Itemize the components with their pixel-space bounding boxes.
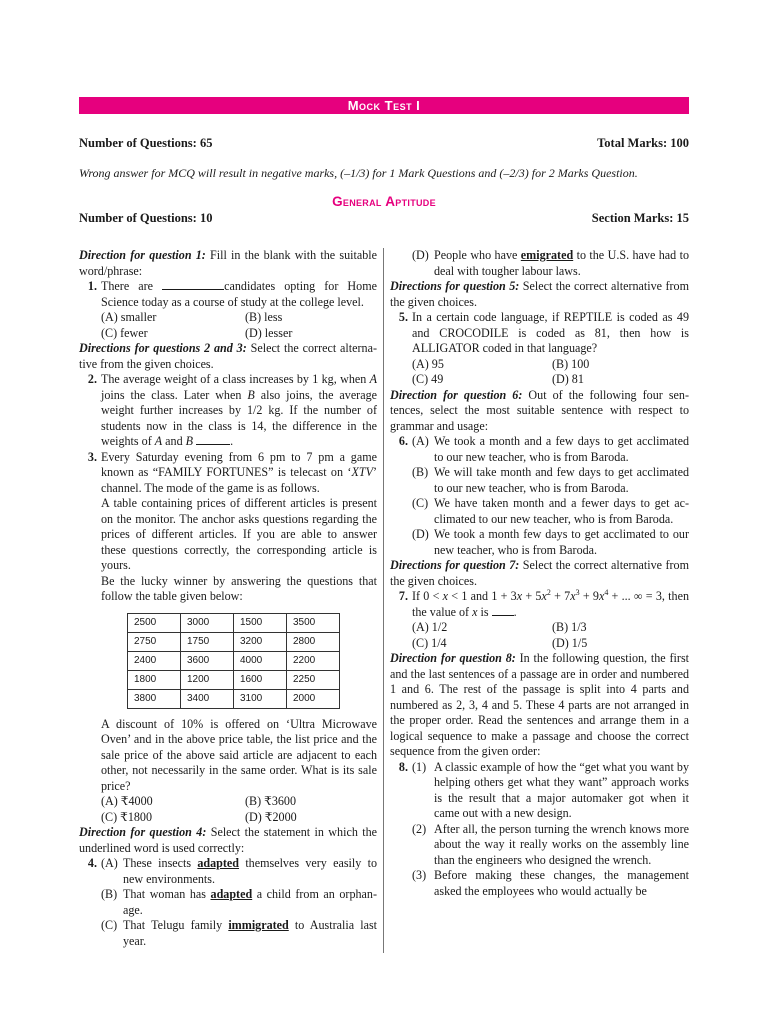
question-4-option-d [390,248,689,279]
left-column [79,248,377,949]
option-b [101,887,377,918]
option-text: That woman has [123,887,211,901]
variable-x: x [570,589,576,603]
price-table-row [128,613,340,632]
total-marks: Total Marks: 100 [597,136,689,150]
price-table-row [128,689,340,708]
option-text: We took a month few days to get acclimated to our new teacher, who is from Baroda. [434,527,689,557]
question-text: If 0 < [412,589,443,603]
option-text: People who have [434,248,521,262]
option-text: We took a month and a few days to get acclimated to our new teacher, who is from Baroda. [434,434,689,464]
part-label: (2) [412,821,427,836]
option-label: (C) [101,918,118,932]
question-text: + 5 [522,589,542,603]
direction-label: Direction for question 4: [79,825,207,839]
column-divider [383,248,384,953]
question-number: 6. [398,434,408,448]
question-text: < 1 and 1 + 3 [448,589,517,603]
question-4-options [79,887,377,949]
passage-part-2 [412,822,689,869]
question-8 [390,760,689,900]
question-text: ’ channel. The mode of the game is as follows. [101,465,377,495]
negative-marking-instruction: Wrong answer for MCQ will result in negative marks, (–1/3) for 1 Mark Questions and (–2/3) for 2 Marks Question. [79,166,638,180]
price-cell: 3000 [181,613,234,632]
direction-label: Direction for question 6: [390,387,523,402]
part-text: A classic example of how the “get what you want by helping others get what they want” approach works is the result that a major automaker got when it came out with a new design. [434,759,689,820]
exponent: 2 [546,587,551,597]
part-label: (1) [412,759,427,774]
question-number: 8. [398,759,408,774]
price-cell: 2750 [128,632,181,651]
direction-q6 [390,388,689,435]
question-text: There are [101,279,163,293]
price-table-row [128,632,340,651]
option-a: (A) 1/2 [412,620,448,634]
question-text: also joins, the average weight further increases by 1/2 kg. If the number of students now in the class is 14, the difference in the weights of [101,387,377,448]
option-d [412,527,689,558]
direction-q4 [79,825,377,856]
option-text: We have taken month and a fewer days to get acclimated to our new teacher, who is from Baroda. [434,496,689,526]
price-cell: 2500 [128,613,181,632]
price-cell: 1500 [234,613,287,632]
option-b: (B) 100 [552,356,590,371]
total-questions: Number of Questions: 65 [79,136,213,150]
direction-label: Direction for question 1: [79,248,206,262]
direction-label: Directions for question 5: [390,279,520,293]
option-d: (D) 1/5 [552,635,588,650]
fill-blank [162,279,224,290]
options-q7 [390,620,689,651]
option-b: (B) 1/3 [552,620,587,634]
price-cell: 4000 [234,651,287,670]
variable-x: x [442,589,449,603]
section-title: General Aptitude [332,194,436,209]
passage-part-3 [412,868,689,899]
right-column [390,248,689,899]
underlined-word: immigrated [228,918,289,932]
question-number: 1. [87,279,97,293]
question-3-continued [79,717,377,795]
paragraph: A discount of 10% is offered on ‘Ultra Microwave Oven’ and in the above price table, the list price and the sale price of the above said article are adjacent to each other, not necessarily in the same order. What is its sale price? [101,716,377,793]
variable-x: x [541,589,547,603]
price-cell: 3800 [128,689,181,708]
option-a: (A) 95 [412,356,444,371]
option-d: (D) ₹2000 [245,809,297,824]
question-6 [390,434,689,558]
question-text: + 9 [579,589,599,603]
underlined-word: adapted [197,856,240,870]
variable-a: A [369,372,377,386]
part-label: (3) [412,868,427,882]
channel-name: XTV [351,465,373,479]
variable-x: x [516,589,523,603]
option-b [412,465,689,496]
question-text: . [230,434,234,448]
price-cell: 3200 [234,632,287,651]
option-text: to the U.S. have had to deal with tougher labour laws. [434,248,689,278]
option-d: (D) lesser [245,325,293,340]
section-questions: Number of Questions: 10 [79,211,213,225]
direction-text: Fill in the blank with the suitable word/phrase: [79,248,377,278]
variable-b: B [247,387,255,402]
options-q1 [79,310,377,341]
direction-label: Directions for questions 2 and 3: [79,341,247,355]
option-b: (B) ₹3600 [245,794,297,808]
option-text: themselves very easily to new environments. [123,856,377,886]
option-d: (D) 81 [552,372,584,386]
option-c: (C) fewer [101,325,148,340]
option-label: (D) [412,527,429,541]
price-cell: 3600 [181,651,234,670]
direction-q2-3 [79,341,377,372]
question-text: joins the class. Later when [101,387,248,402]
option-label: (A) [412,434,429,448]
option-c [412,496,689,527]
question-5 [390,310,689,357]
option-text: to Australia last year. [123,918,378,948]
option-label: (A) [101,856,118,870]
price-cell: 1200 [181,670,234,689]
question-1 [79,279,377,310]
price-cell: 2200 [287,651,340,670]
paragraph: Be the lucky winner by answering the questions that follow the table given below: [101,573,377,603]
option-label: (C) [412,496,429,510]
question-text: is [477,604,492,619]
option-c [101,918,377,949]
question-number: 2. [87,372,97,386]
exponent: 4 [604,587,609,597]
direction-text: Select the correct alternative from the given choices. [390,279,689,309]
variable-a: A [154,434,163,448]
price-cell: 3100 [234,689,287,708]
option-c: (C) 1/4 [412,635,447,650]
question-number: 4. [87,856,97,870]
price-cell: 2250 [287,670,340,689]
option-text: We will take month and few days to get acclimated to our new teacher, who is from Baroda. [434,465,689,495]
section-marks: Section Marks: 15 [591,211,689,225]
test-title-banner: Mock Test I [79,97,689,114]
question-3 [79,450,377,605]
fill-blank [196,434,230,445]
price-table-row [128,670,340,689]
question-2 [79,372,377,450]
question-text: + 7 [550,589,571,603]
option-a: (A) smaller [101,310,157,324]
underlined-word: emigrated [520,248,574,262]
paragraph: A table containing prices of different articles is present on the monitor. The anchor asks questions regarding the prices of different articles. If you are able to answer these questions correctly, the corresponding article is yours. [101,496,377,572]
price-cell: 1750 [181,632,234,651]
underlined-word: adapted [210,887,253,901]
option-text: These insects [123,856,198,870]
direction-label: Direction for question 8: [390,651,516,665]
direction-q1 [79,248,377,279]
direction-text: Select the correct alternative from the given choices. [390,558,689,588]
options-q5 [390,357,689,388]
option-a [412,434,689,465]
question-text: The average weight of a class increases by 1 kg, when [101,372,370,386]
options-q3 [79,794,377,825]
question-number: 7. [398,589,408,603]
option-c: (C) ₹1800 [101,809,153,824]
fill-blank [492,605,514,616]
direction-q8 [390,651,689,760]
question-7: 7. If 0 < x < 1 and $1 + 3x + 5x^2 + 7x^3 + 9x^4$ + ... ∞ = 3, then the value of x is . [390,589,689,620]
option-c: (C) 49 [412,372,444,386]
price-cell: 2400 [128,651,181,670]
direction-q7 [390,558,689,589]
option-a: (A) ₹4000 [101,794,153,808]
exponent: 3 [575,587,580,597]
direction-label: Directions for question 7: [390,558,520,572]
direction-text: Select the statement in which the underlined word is used correctly: [79,825,378,855]
price-cell: 2000 [287,689,340,708]
price-cell: 3400 [181,689,234,708]
option-text: That Telugu family [123,918,229,932]
option-a [101,856,377,887]
question-4 [79,856,377,887]
option-label: (B) [101,887,118,901]
direction-text: Out of the following four sentences, select the most suitable sentence with respect to grammar and usage: [390,387,689,433]
question-text: candidates opting for Home Science today as a course of study at the college level. [101,279,377,309]
price-table [127,613,340,709]
option-d [412,248,689,279]
question-number: 5. [398,310,408,324]
part-text: Before making these changes, the management asked the employees who would actually be [434,868,689,898]
direction-text: Select the correct alternative from the given choices. [79,341,377,371]
price-cell: 1600 [234,670,287,689]
option-b: (B) less [245,310,283,324]
variable-x: x [472,604,478,619]
direction-q5 [390,279,689,310]
price-table-row [128,651,340,670]
question-text: and [162,434,186,448]
option-label: (B) [412,465,429,479]
passage-part-1 [412,760,689,822]
price-cell: 3500 [287,613,340,632]
price-cell: 1800 [128,670,181,689]
question-number: 3. [87,449,97,464]
question-text: Every Saturday evening from 6 pm to 7 pm a game known as “FAMILY FORTUNES” is telecast on ‘ [101,449,377,479]
question-text: In a certain code language, if REPTILE is coded as 49 and CROCODILE is coded as 81, then how is ALLIGATOR coded in that language? [412,310,689,355]
option-label: (D) [412,248,429,262]
variable-x: x [598,589,605,603]
direction-text: In the following question, the first and the last sentences of a passage are in order and numbered 1 and 6. The rest of the passage is split into 4 parts and numbered as 2, 3, 4 and 5. These 4 parts are not arranged in the proper order. Read the sentences and arrange them in a logical sequence to make a passage and choose the correct sequence from the given order: [390,651,690,758]
variable-b: B [185,434,194,448]
price-cell: 2800 [287,632,340,651]
part-text: After all, the person turning the wrench knows more about the way it really works on the assembly line than the engineers who designed the wrench. [434,821,689,867]
option-text: a child from an orphanage. [123,887,377,917]
question-text: + ... ∞ = 3, then the value of [412,589,689,619]
